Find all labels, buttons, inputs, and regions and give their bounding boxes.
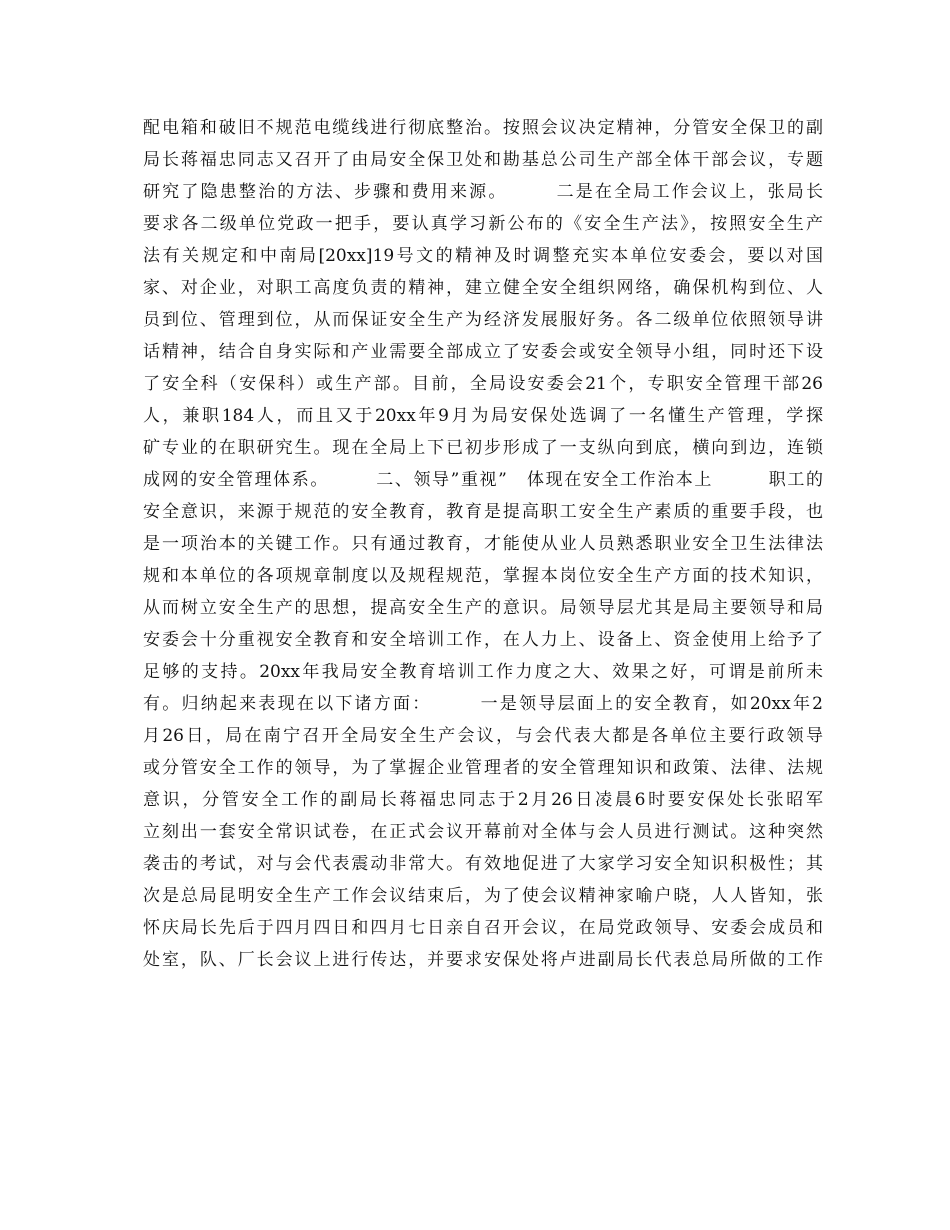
- text-line: 从而树立安全生产的思想，提高安全生产的意识。局领导层尤其是局主要领导和局: [143, 598, 823, 618]
- text-line: 配电箱和破旧不规范电缆线进行彻底整治。按照会议决定精神，分管安全保卫的副: [143, 118, 823, 138]
- text-line: 立刻出一套安全常识试卷，在正式会议开幕前对全体与会人员进行测试。这种突然: [143, 822, 823, 842]
- text-line: 员到位、管理到位，从而保证安全生产为经济发展服好务。各二级单位依照领导讲: [143, 310, 823, 330]
- text-line: 要求各二级单位党政一把手，要认真学习新公布的《安全生产法》，按照安全生产: [143, 214, 823, 234]
- text-line: 局长蒋福忠同志又召开了由局安全保卫处和勘基总公司生产部全体干部会议，专题: [143, 150, 823, 170]
- text-line: 规和本单位的各项规章制度以及规程规范，掌握本岗位安全生产方面的技术知识，: [143, 566, 823, 586]
- text-line: 人，兼职184人，而且又于20xx年9月为局安保处选调了一名懂生产管理，学探: [143, 406, 823, 426]
- text-line: 话精神，结合自身实际和产业需要全部成立了安委会或安全领导小组，同时还下设: [143, 342, 823, 362]
- text-line: 次是总局昆明安全生产工作会议结束后，为了使会议精神家喻户晓，人人皆知，张: [143, 886, 823, 906]
- text-line: 足够的支持。20xx年我局安全教育培训工作力度之大、效果之好，可谓是前所未: [143, 662, 823, 682]
- text-line: 了安全科（安保科）或生产部。目前，全局设安委会21个，专职安全管理干部26: [143, 374, 823, 394]
- text-line: 有。归纳起来表现在以下诸方面： 一是领导层面上的安全教育，如20xx年2: [143, 694, 823, 714]
- text-line: 处室，队、厂长会议上进行传达，并要求安保处将卢进副局长代表总局所做的工作: [143, 950, 823, 970]
- text-line: 袭击的考试，对与会代表震动非常大。有效地促进了大家学习安全知识积极性；其: [143, 854, 823, 874]
- document-page: [143, 112, 823, 976]
- text-line: 矿专业的在职研究生。现在全局上下已初步形成了一支纵向到底，横向到边，连锁: [143, 438, 823, 458]
- text-line: 是一项治本的关键工作。只有通过教育，才能使从业人员熟悉职业安全卫生法律法: [143, 534, 823, 554]
- text-line: 安委会十分重视安全教育和安全培训工作，在人力上、设备上、资金使用上给予了: [143, 630, 823, 650]
- text-line: 怀庆局长先后于四月四日和四月七日亲自召开会议，在局党政领导、安委会成员和: [143, 918, 823, 938]
- text-line: 家、对企业，对职工高度负责的精神，建立健全安全组织网络，确保机构到位、人: [143, 278, 823, 298]
- text-line: 月26日，局在南宁召开全局安全生产会议，与会代表大都是各单位主要行政领导: [143, 726, 823, 746]
- text-line: 法有关规定和中南局[20xx]19号文的精神及时调整充实本单位安委会，要以对国: [143, 246, 823, 266]
- text-line: 或分管安全工作的领导，为了掌握企业管理者的安全管理知识和政策、法律、法规: [143, 758, 823, 778]
- text-line: 安全意识，来源于规范的安全教育，教育是提高职工安全生产素质的重要手段，也: [143, 502, 823, 522]
- text-line: 意识，分管安全工作的副局长蒋福忠同志于2月26日凌晨6时要安保处长张昭军: [143, 790, 823, 810]
- text-line: 研究了隐患整治的方法、步骤和费用来源。 二是在全局工作会议上，张局长: [143, 182, 823, 202]
- text-line: 成网的安全管理体系。 二、领导”重视” 体现在安全工作治本上 职工的: [143, 470, 823, 490]
